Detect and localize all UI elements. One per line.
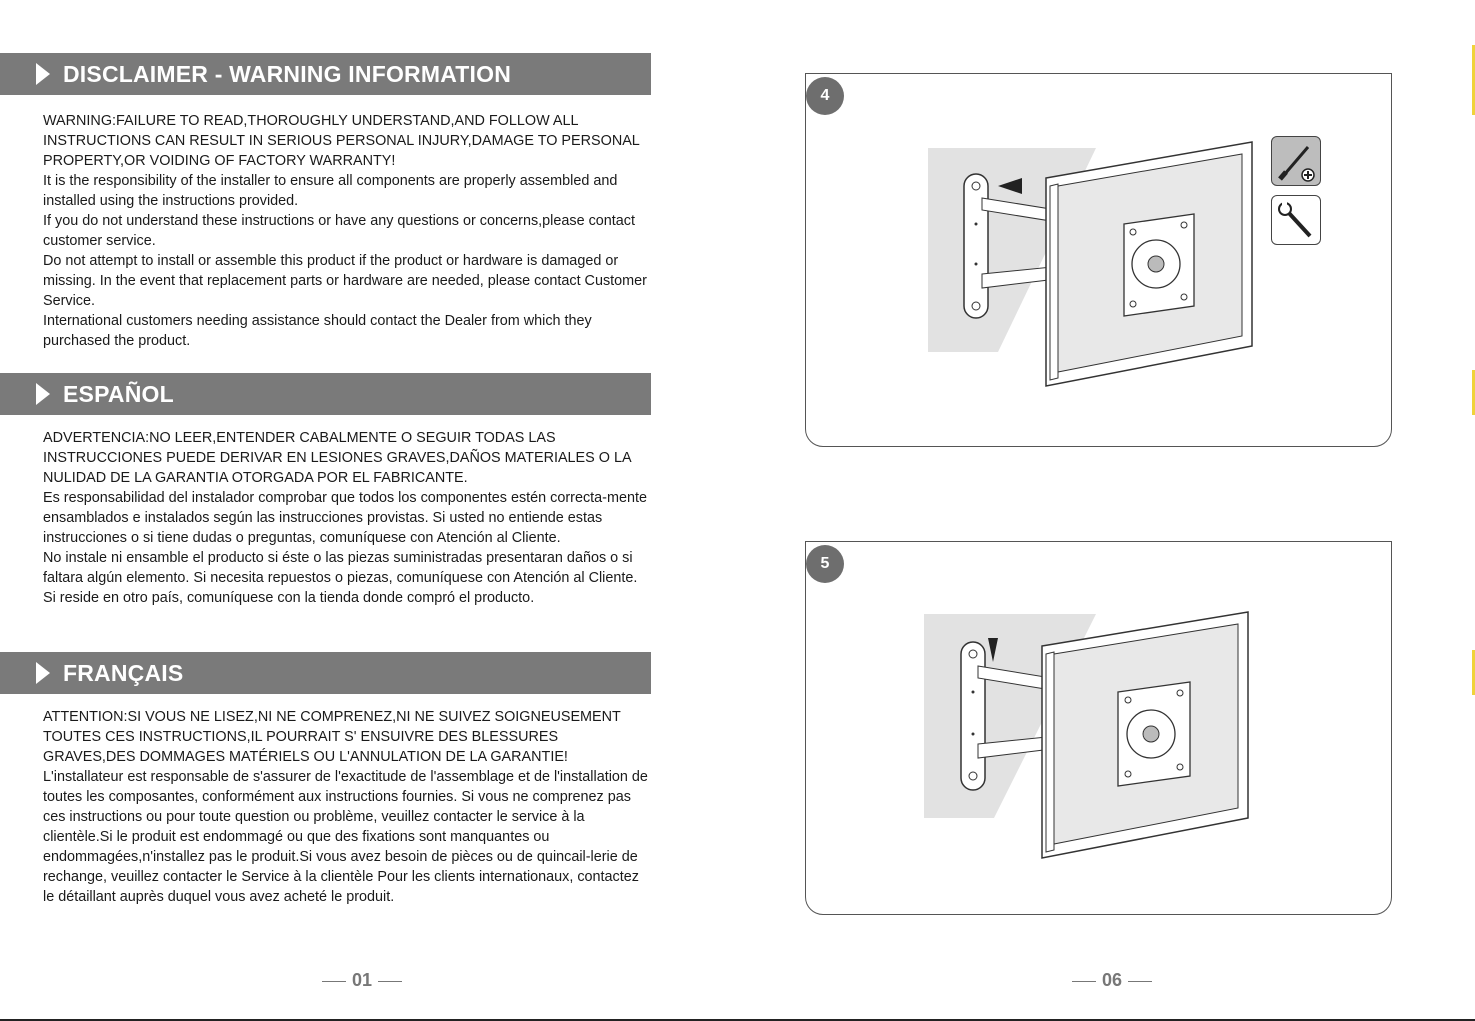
section-title: DISCLAIMER - WARNING INFORMATION: [63, 61, 512, 87]
section-body-espanol: [43, 428, 653, 608]
section-header-disclaimer: [0, 53, 651, 95]
dash-rule: [1128, 981, 1152, 982]
page-number-text: 06: [1101, 970, 1123, 990]
step-5-illustration: [806, 542, 1391, 914]
paragraph: Es responsabilidad del instalador comprobar que todos los componentes estén correcta-mente ensamblados e instalados según las instrucciones provistas. Si usted no entiende estas instrucciones o si tiene dudas o preguntas, comuníquese con Atención al Cliente.: [43, 490, 647, 546]
page-number: [1052, 970, 1172, 992]
page-number-text: 01: [351, 970, 373, 990]
step-number-badge: 4: [806, 77, 844, 115]
triangle-bullet-icon: [36, 383, 50, 405]
paragraph: It is the responsibility of the installer to ensure all components are properly assembled and installed using the instructions provided.: [43, 173, 618, 209]
step-5-panel: [805, 541, 1392, 915]
section-title: ESPAÑOL: [63, 381, 174, 407]
paragraph: Do not attempt to install or assemble this product if the product or hardware is damaged or missing. In the event that replacement parts or hardware are needed, please contact Customer Service.: [43, 253, 647, 309]
section-title: FRANÇAIS: [63, 660, 184, 686]
screwdriver-icon: [1271, 136, 1321, 186]
dash-rule: [1072, 981, 1096, 982]
section-header-francais: [0, 652, 651, 694]
triangle-bullet-icon: [36, 662, 50, 684]
dash-rule: [378, 981, 402, 982]
paragraph: L'installateur est responsable de s'assurer de l'exactitude de l'assemblage et de l'installation de toutes les composantes, conformément aux instructions fournies. Si vous ne comprenez pas ces instructions ou pour toute question ou problème, veuillez contacter le service à la clientèle.Si le produit est endommagé ou que des fixations sont manquantes ou endommagées,n'installez pas le produit.Si vous avez besoin de pièces ou de quincail-lerie de rechange, veuillez contacter le Service à la clientèle Pour les clients internationaux, contactez le détaillant auprès duquel vous avez acheté le produit.: [43, 769, 648, 905]
triangle-bullet-icon: [36, 63, 50, 85]
paragraph: ADVERTENCIA:NO LEER,ENTENDER CABALMENTE O SEGUIR TODAS LAS INSTRUCCIONES PUEDE DERIVAR EN LESIONES GRAVES,DAÑOS MATERIALES O LA NULIDAD DE LA GARANTIA OTORGADA POR EL FABRICANTE.: [43, 430, 631, 486]
right-page: [737, 0, 1475, 1021]
dash-rule: [322, 981, 346, 982]
paragraph: If you do not understand these instructions or have any questions or concerns,please contact customer service.: [43, 213, 635, 249]
section-header-espanol: [0, 373, 651, 415]
section-body-disclaimer: [43, 111, 653, 351]
step-4-illustration: [806, 74, 1391, 446]
wrench-icon: [1271, 195, 1321, 245]
paragraph: WARNING:FAILURE TO READ,THOROUGHLY UNDERSTAND,AND FOLLOW ALL INSTRUCTIONS CAN RESULT IN SERIOUS PERSONAL INJURY,DAMAGE TO PERSONAL PROPERTY,OR VOIDING OF FACTORY WARRANTY!: [43, 113, 640, 169]
step-4-panel: [805, 73, 1392, 447]
left-page: [0, 0, 737, 1021]
section-body-francais: [43, 707, 653, 907]
paragraph: No instale ni ensamble el producto si éste o las piezas suministradas presentaran daños o si faltara algún elemento. Si necesita repuestos o piezas, comuníquese con Atención al Cliente.: [43, 550, 638, 586]
page-number: [302, 970, 422, 992]
paragraph: Si reside en otro país, comuníquese con la tienda donde compró el producto.: [43, 590, 535, 606]
step-number-badge: 5: [806, 545, 844, 583]
paragraph: ATTENTION:SI VOUS NE LISEZ,NI NE COMPRENEZ,NI NE SUIVEZ SOIGNEUSEMENT TOUTES CES INSTRUCTIONS,IL POURRAIT S' ENSUIVRE DES BLESSURES GRAVES,DES DOMMAGES MATÉRIELS OU L'ANNULATION DE LA GARANTIE!: [43, 709, 621, 765]
paragraph: International customers needing assistance should contact the Dealer from which they purchased the product.: [43, 313, 592, 349]
